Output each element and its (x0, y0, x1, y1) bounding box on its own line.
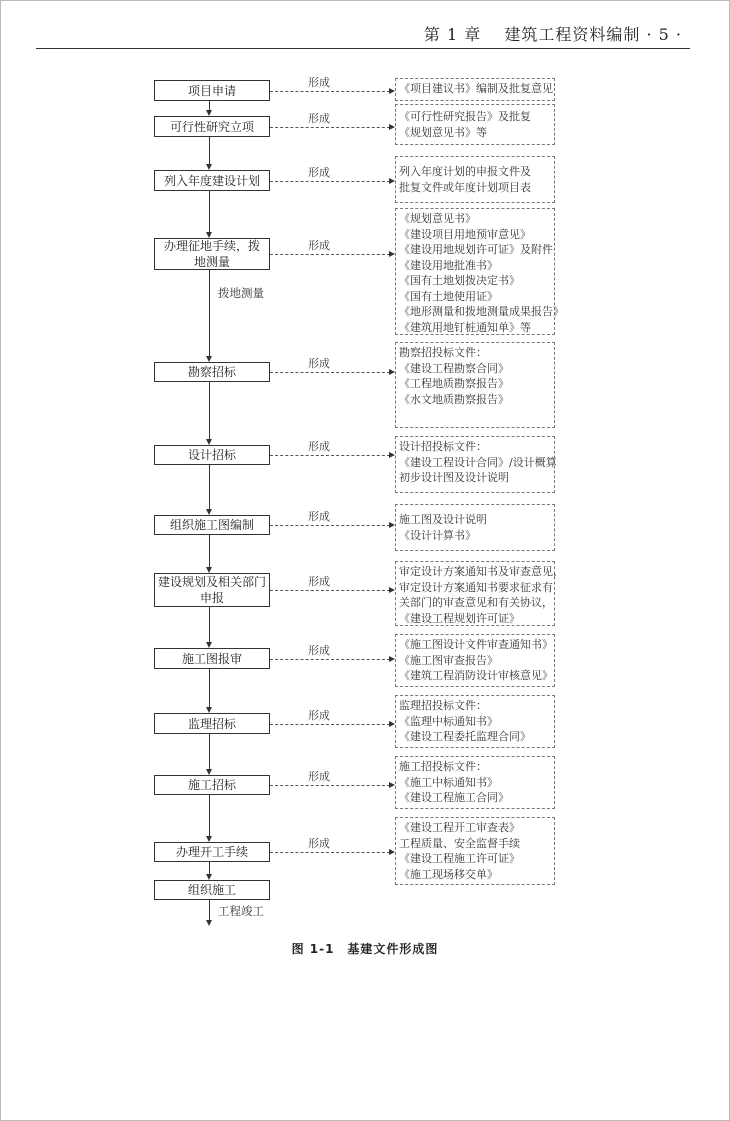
document-item: 《建设项目用地预审意见》 (399, 227, 531, 241)
document-item: 《建设工程设计合同》/设计概算 (399, 455, 557, 469)
document-item: 《设计计算书》 (399, 528, 476, 542)
document-item: 《建设工程施工合同》 (399, 791, 509, 804)
arrow-label: 形成 (308, 165, 330, 179)
dashed-connector (270, 455, 390, 456)
figure-caption: 图 1-1 基建文件形成图 (291, 942, 439, 956)
arrow-label: 形成 (308, 770, 330, 783)
document-item: 《地形测量和拨地测量成果报告》 (399, 305, 564, 318)
document-box (395, 104, 555, 145)
connector-line (209, 137, 210, 164)
flow-step: 建设规划及相关部门申报 (154, 573, 270, 607)
connector-line (209, 191, 210, 232)
connector-line (209, 535, 210, 567)
arrow-label: 形成 (308, 643, 330, 657)
document-item: 监理招投标文件： (399, 699, 487, 712)
dashed-connector (270, 91, 390, 92)
flow-step: 施工图报审 (154, 648, 270, 669)
document-box (395, 756, 555, 809)
document-item: 《国有土地使用证》 (399, 289, 498, 303)
document-item: 《规划意见书》 (399, 212, 476, 225)
document-item: 《建设用地规划许可证》及附件 (399, 243, 553, 256)
page-number: · 5 · (646, 25, 682, 44)
document-item: 审定设计方案通知书及审查意见， (399, 565, 564, 578)
document-box (395, 817, 555, 885)
chapter-title: 建筑工程资料编制 (504, 25, 641, 44)
document-item: 《建设用地批准书》 (399, 258, 498, 272)
document-item: 批复文件或年度计划项目表 (399, 180, 531, 194)
connector-line (209, 669, 210, 707)
flow-step: 办理征地手续，拨地测量 (154, 238, 270, 270)
document-box (395, 156, 555, 203)
arrow-label: 形成 (308, 440, 330, 453)
dashed-connector (270, 590, 390, 591)
arrow-label: 形成 (308, 357, 330, 370)
document-item: 关部门的审查意见和有关协议， (399, 596, 553, 609)
arrow-label: 形成 (308, 75, 330, 89)
document-box (395, 634, 555, 687)
flow-step: 监理招标 (154, 713, 270, 734)
document-item: 施工图及设计说明 (399, 513, 487, 526)
dashed-connector (270, 852, 390, 853)
dashed-connector (270, 181, 390, 182)
connector-line (209, 382, 210, 439)
document-item: 施工招投标文件： (399, 760, 487, 773)
document-box (395, 436, 555, 493)
document-item: 《建设工程委托监理合同》 (399, 730, 531, 743)
arrow-label: 形成 (308, 837, 330, 850)
dashed-connector (270, 785, 390, 786)
dashed-connector (270, 659, 390, 660)
document-item: 设计招投标文件： (399, 440, 487, 453)
flow-step: 组织施工 (154, 880, 270, 900)
document-box (395, 78, 555, 101)
header-rule (36, 48, 690, 49)
document-item: 《监理中标通知书》 (399, 714, 498, 728)
document-item: 《施工图设计文件审查通知书》 (399, 638, 553, 651)
document-item: 审定设计方案通知书要求征求有 (399, 580, 553, 594)
flow-step: 设计招标 (154, 445, 270, 465)
flow-step: 项目申请 (154, 80, 270, 101)
document-item: 《施工中标通知书》 (399, 775, 498, 789)
document-item: 《施工图审查报告》 (399, 653, 498, 667)
flow-step: 勘察招标 (154, 362, 270, 382)
arrow-down-icon (206, 920, 212, 926)
chapter-number: 第 1 章 (423, 25, 482, 44)
completion-label: 工程竣工 (218, 904, 264, 918)
dashed-connector (270, 525, 390, 526)
dashed-connector (270, 127, 390, 128)
arrow-label: 形成 (308, 575, 330, 588)
document-item: 《工程地质勘察报告》 (399, 377, 509, 390)
connector-line (209, 862, 210, 874)
connector-line (209, 101, 210, 110)
document-item: 《建筑工程消防设计审核意见》 (399, 669, 553, 682)
arrow-label: 形成 (308, 111, 330, 125)
document-item: 列入年度计划的申报文件及 (399, 165, 531, 178)
document-box (395, 561, 564, 626)
flow-step: 列入年度建设计划 (154, 170, 270, 191)
flow-step: 可行性研究立项 (154, 116, 270, 137)
document-item: 勘察招投标文件： (399, 346, 487, 359)
flow-step: 施工招标 (154, 775, 270, 795)
document-item: 工程质量、安全监督手续 (399, 836, 520, 850)
document-item: 《国有土地划拨决定书》 (399, 274, 520, 287)
document-item: 《可行性研究报告》及批复 (399, 110, 531, 123)
arrow-label: 形成 (308, 708, 330, 722)
arrow-label: 形成 (308, 239, 330, 252)
dashed-connector (270, 372, 390, 373)
dashed-connector (270, 254, 390, 255)
document-item: 《建设工程勘察合同》 (399, 361, 509, 375)
connector-line (209, 900, 210, 920)
flow-step: 办理开工手续 (154, 842, 270, 862)
document-item: 《建设工程开工审查表》 (399, 821, 520, 834)
dashed-connector (270, 724, 390, 725)
running-header (424, 22, 682, 45)
document-box (395, 208, 564, 335)
document-item: 《建设工程施工许可证》 (399, 852, 520, 865)
document-item: 《建筑用地钉桩通知单》等 (399, 320, 531, 334)
document-item: 《水文地质勘察报告》 (399, 392, 509, 406)
survey-label: 拨地测量 (218, 286, 264, 300)
document-item: 《建设工程规划许可证》 (399, 611, 520, 625)
connector-line (209, 270, 210, 356)
document-item: 《规划意见书》等 (399, 125, 487, 139)
document-box (395, 695, 555, 748)
document-item: 《施工现场移交单》 (399, 867, 498, 881)
document-item: 《项目建议书》编制及批复意见 (399, 82, 553, 95)
arrow-label: 形成 (308, 510, 330, 523)
connector-line (209, 734, 210, 769)
document-item: 初步设计图及设计说明 (399, 471, 509, 484)
document-box (395, 342, 555, 428)
connector-line (209, 607, 210, 642)
flow-step: 组织施工图编制 (154, 515, 270, 535)
connector-line (209, 465, 210, 509)
document-box (395, 504, 555, 551)
connector-line (209, 795, 210, 836)
